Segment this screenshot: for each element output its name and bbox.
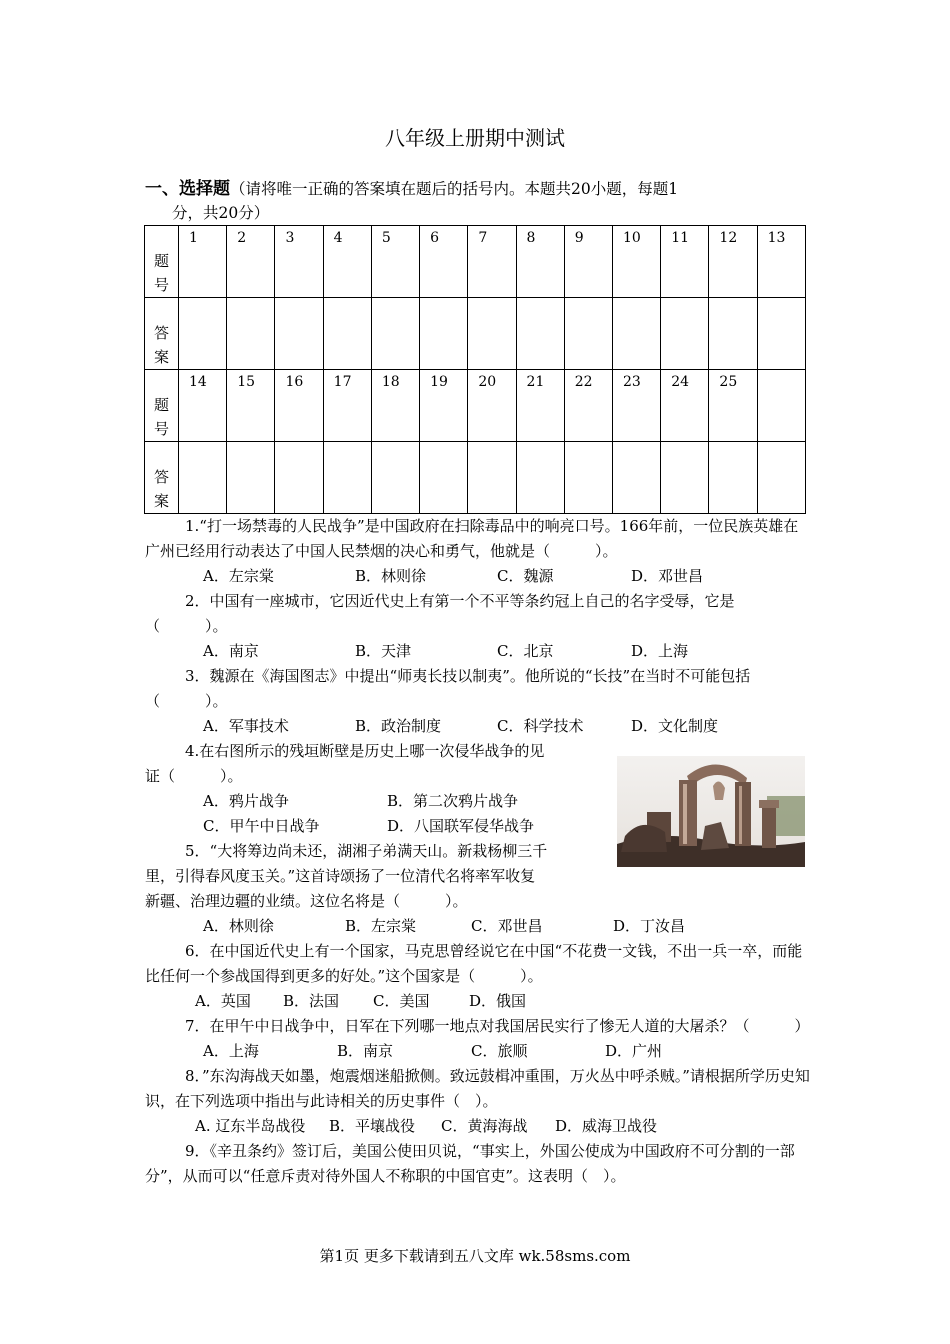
answer-cell[interactable] <box>179 442 227 514</box>
question-8: 8．”东沟海战天如墨，炮震烟迷船掀侧。致远鼓楫冲重围，万火丛中呼杀贼。”请根据所学历史知识，在下列选项中指出与此诗相关的历史事件（ ）。 <box>145 1067 810 1110</box>
option[interactable]: A．林则徐 <box>203 917 274 935</box>
table-cell: 9 <box>564 226 612 298</box>
question-4: 4.在右图所示的残垣断壁是历史上哪一次侵华战争的见 证（ ）。 <box>145 742 545 785</box>
answer-cell[interactable] <box>420 442 468 514</box>
table-cell: 11 <box>661 226 709 298</box>
table-cell: 7 <box>468 226 516 298</box>
answer-cell[interactable] <box>564 298 612 370</box>
option[interactable]: A．鸦片战争 <box>203 792 289 810</box>
table-cell <box>757 370 805 442</box>
table-cell: 12 <box>709 226 757 298</box>
section-instructions: （请将唯一正确的答案填在题后的括号内。本题共20小题，每题1 <box>230 180 679 198</box>
option[interactable]: D．邓世昌 <box>631 567 704 585</box>
answer-cell[interactable] <box>371 442 419 514</box>
table-row <box>145 226 806 298</box>
row-label-answer: 答 案 <box>145 298 179 370</box>
answer-cell[interactable] <box>661 298 709 370</box>
option[interactable]: C．科学技术 <box>497 717 584 735</box>
option[interactable]: B．平壤战役 <box>329 1117 416 1135</box>
answer-cell[interactable] <box>757 298 805 370</box>
question-9: 9．《辛丑条约》签订后，美国公使田贝说，“事实上，外国公使成为中国政府不可分割的一部分”，从而可以“任意斥责对待外国人不称职的中国官吏”。这表明（ ）。 <box>145 1142 795 1185</box>
answer-cell[interactable] <box>323 298 371 370</box>
option[interactable]: C．美国 <box>373 992 430 1010</box>
option[interactable]: D．丁汝昌 <box>613 917 686 935</box>
row-label-number: 题 号 <box>145 370 179 442</box>
answer-cell[interactable] <box>516 298 564 370</box>
question-6: 6．在中国近代史上有一个国家，马克思曾经说它在中国“不花费一文钱，不出一兵一卒，而能比任何一个参战国得到更多的好处。”这个国家是（ ）。 <box>145 942 803 985</box>
option[interactable]: D．上海 <box>631 642 689 660</box>
answer-cell[interactable] <box>757 442 805 514</box>
table-cell: 2 <box>227 226 275 298</box>
option[interactable]: A．上海 <box>203 1042 259 1060</box>
section-heading <box>145 177 810 225</box>
answer-cell[interactable] <box>468 442 516 514</box>
option[interactable]: C．魏源 <box>497 567 554 585</box>
answer-cell[interactable] <box>275 442 323 514</box>
table-cell: 8 <box>516 226 564 298</box>
answer-cell[interactable] <box>468 298 516 370</box>
option[interactable]: D．广州 <box>605 1042 663 1060</box>
section-instructions-cont: 分，共20分） <box>172 204 270 222</box>
answer-cell[interactable] <box>420 298 468 370</box>
option[interactable]: A．军事技术 <box>203 717 289 735</box>
option[interactable]: C．甲午中日战争 <box>203 817 320 835</box>
page-footer: 第1页 更多下载请到五八文库 wk.58sms.com <box>319 1247 631 1265</box>
table-cell: 3 <box>275 226 323 298</box>
table-cell: 19 <box>420 370 468 442</box>
table-cell: 16 <box>275 370 323 442</box>
option[interactable]: A. 辽东半岛战役 <box>195 1117 306 1135</box>
option[interactable]: D．威海卫战役 <box>555 1117 658 1135</box>
answer-table <box>144 225 806 514</box>
answer-cell[interactable] <box>179 298 227 370</box>
table-cell: 25 <box>709 370 757 442</box>
question-2: 2．中国有一座城市，它因近代史上有第一个不平等条约冠上自己的名字受辱，它是（ ）。 <box>145 592 735 635</box>
answer-cell[interactable] <box>709 442 757 514</box>
option[interactable]: B．左宗棠 <box>345 917 417 935</box>
question-3: 3．魏源在《海国图志》中提出“师夷长技以制夷”。他所说的“长技”在当时不可能包括（ ）。 <box>145 667 751 710</box>
table-row <box>145 442 806 514</box>
question-1-options <box>145 564 810 589</box>
table-cell: 6 <box>420 226 468 298</box>
table-cell: 5 <box>371 226 419 298</box>
option[interactable]: B．天津 <box>355 642 412 660</box>
section-label: 一、选择题 <box>145 179 230 199</box>
answer-cell[interactable] <box>371 298 419 370</box>
ruins-photo <box>617 756 805 867</box>
option[interactable]: D．八国联军侵华战争 <box>387 817 535 835</box>
option[interactable]: D．俄国 <box>469 992 527 1010</box>
answer-cell[interactable] <box>323 442 371 514</box>
option[interactable]: C．北京 <box>497 642 554 660</box>
option[interactable]: B．政治制度 <box>355 717 442 735</box>
answer-cell[interactable] <box>227 298 275 370</box>
question-5: 5．“大将筹边尚未还，湖湘子弟满天山。新栽杨柳三千 里，引得春风度玉关。”这首诗颂扬了一位清代名将率军收复 新疆、治理边疆的业绩。这位名将是（ ）。 <box>145 842 548 910</box>
table-cell: 22 <box>564 370 612 442</box>
option[interactable]: A．英国 <box>195 992 251 1010</box>
row-label-answer: 答 案 <box>145 442 179 514</box>
answer-cell[interactable] <box>612 298 660 370</box>
answer-cell[interactable] <box>612 442 660 514</box>
answer-cell[interactable] <box>564 442 612 514</box>
table-cell: 24 <box>661 370 709 442</box>
page-title: 八年级上册期中测试 <box>385 126 565 150</box>
table-cell: 15 <box>227 370 275 442</box>
table-cell: 21 <box>516 370 564 442</box>
table-cell: 4 <box>323 226 371 298</box>
option[interactable]: C．邓世昌 <box>471 917 543 935</box>
question-1: 1.“打一场禁毒的人民战争”是中国政府在扫除毒品中的响亮口号。166年前，一位民族英雄在广州已经用行动表达了中国人民禁烟的决心和勇气，他就是（ ）。 <box>145 517 799 560</box>
option[interactable]: C．黄海海战 <box>441 1117 528 1135</box>
table-row <box>145 298 806 370</box>
question-3-options <box>145 714 810 739</box>
question-6-options <box>145 989 810 1014</box>
question-7: 7．在甲午中日战争中，日军在下列哪一地点对我国居民实行了惨无人道的大屠杀？（ ） <box>185 1017 810 1035</box>
table-row <box>145 370 806 442</box>
option[interactable]: A．左宗棠 <box>203 567 274 585</box>
option[interactable]: B．林则徐 <box>355 567 427 585</box>
answer-cell[interactable] <box>275 298 323 370</box>
table-cell: 10 <box>612 226 660 298</box>
answer-cell[interactable] <box>516 442 564 514</box>
option[interactable]: D．文化制度 <box>631 717 719 735</box>
option[interactable]: C．旅顺 <box>471 1042 528 1060</box>
table-cell: 23 <box>612 370 660 442</box>
option[interactable]: B．第二次鸦片战争 <box>387 792 519 810</box>
answer-cell[interactable] <box>227 442 275 514</box>
question-5-options <box>145 914 810 939</box>
question-8-options <box>145 1114 810 1139</box>
answer-cell[interactable] <box>709 298 757 370</box>
option[interactable]: B．法国 <box>283 992 340 1010</box>
option[interactable]: A．南京 <box>203 642 259 660</box>
table-cell: 13 <box>757 226 805 298</box>
option[interactable]: B．南京 <box>337 1042 394 1060</box>
question-7-options <box>145 1039 810 1064</box>
table-cell: 14 <box>179 370 227 442</box>
table-cell: 18 <box>371 370 419 442</box>
table-cell: 17 <box>323 370 371 442</box>
table-cell: 1 <box>179 226 227 298</box>
answer-cell[interactable] <box>661 442 709 514</box>
table-cell: 20 <box>468 370 516 442</box>
row-label-number: 题 号 <box>145 226 179 298</box>
question-2-options <box>145 639 810 664</box>
